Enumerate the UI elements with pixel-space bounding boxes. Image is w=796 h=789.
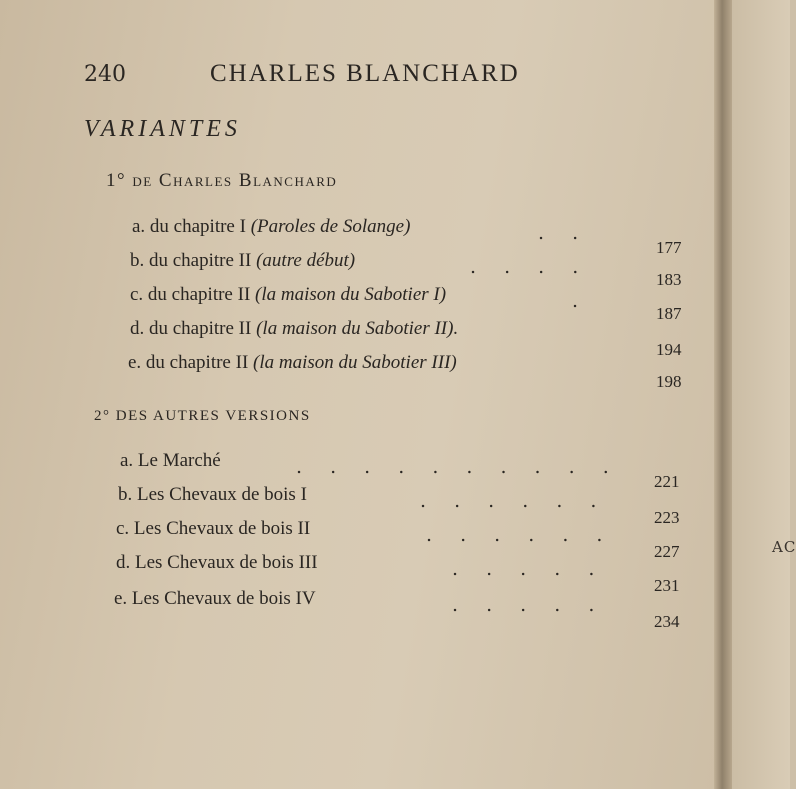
group2-heading: 2° DES AUTRES VERSIONS <box>94 408 311 424</box>
entry-detail: (Paroles de Solange) <box>250 216 411 237</box>
toc-entry <box>118 484 307 506</box>
toc-entry <box>130 318 458 340</box>
entry-page: 187 <box>656 304 682 323</box>
entry-label: a. du chapitre I <box>132 216 246 237</box>
entry-page: 198 <box>656 372 682 391</box>
entry-page: 223 <box>654 508 680 527</box>
leader-dots: . . . . . <box>452 594 606 616</box>
leader-dots: . . <box>538 222 590 244</box>
right-page <box>732 0 796 789</box>
book-gutter <box>714 0 732 789</box>
toc-entry <box>120 450 221 472</box>
entry-page: 231 <box>654 576 680 595</box>
leader-dots: . . . . <box>470 256 590 278</box>
section-title: VARIANTES <box>84 116 241 142</box>
toc-entry <box>116 552 318 574</box>
entry-label: c. Les Chevaux de bois II <box>116 518 311 539</box>
toc-entry <box>116 518 310 540</box>
entry-page: 194 <box>656 340 682 359</box>
entry-page: 183 <box>656 270 682 289</box>
group1-heading: 1° de Charles Blanchard <box>106 170 338 191</box>
entry-label: d. Les Chevaux de bois III <box>116 552 318 573</box>
entry-label: c. du chapitre II <box>130 284 251 305</box>
entry-page: 234 <box>654 612 680 631</box>
entry-detail: (la maison du Sabotier III) <box>253 352 457 373</box>
entry-detail: (autre début) <box>256 250 356 271</box>
toc-entry <box>130 284 446 306</box>
entry-label: b. Les Chevaux de bois I <box>118 484 307 505</box>
entry-detail: (la maison du Sabotier II). <box>256 318 459 339</box>
page-number: 240 <box>84 62 126 87</box>
leader-dots: . . . . . <box>452 558 606 580</box>
toc-entry <box>128 352 457 374</box>
toc-entry <box>130 250 355 272</box>
entry-label: e. Les Chevaux de bois IV <box>114 588 316 609</box>
leader-dots: . <box>572 290 590 312</box>
entry-page: 177 <box>656 238 682 257</box>
entry-page: 227 <box>654 542 680 561</box>
toc-entry <box>132 216 410 238</box>
leader-dots: . . . . . . <box>426 524 614 546</box>
entry-detail: (la maison du Sabotier I) <box>255 284 447 305</box>
entry-label: b. du chapitre II <box>130 250 252 271</box>
entry-label: a. Le Marché <box>120 450 221 471</box>
entry-label: e. du chapitre II <box>128 352 249 373</box>
book-title: CHARLES BLANCHARD <box>210 60 520 87</box>
leader-dots: . . . . . . . . . . <box>296 456 620 478</box>
right-page-fragment: AC <box>772 538 796 556</box>
leader-dots: . . . . . . <box>420 490 608 512</box>
entry-label: d. du chapitre II <box>130 318 252 339</box>
running-head <box>84 60 584 94</box>
entry-page: 221 <box>654 472 680 491</box>
toc-entry <box>114 588 316 610</box>
